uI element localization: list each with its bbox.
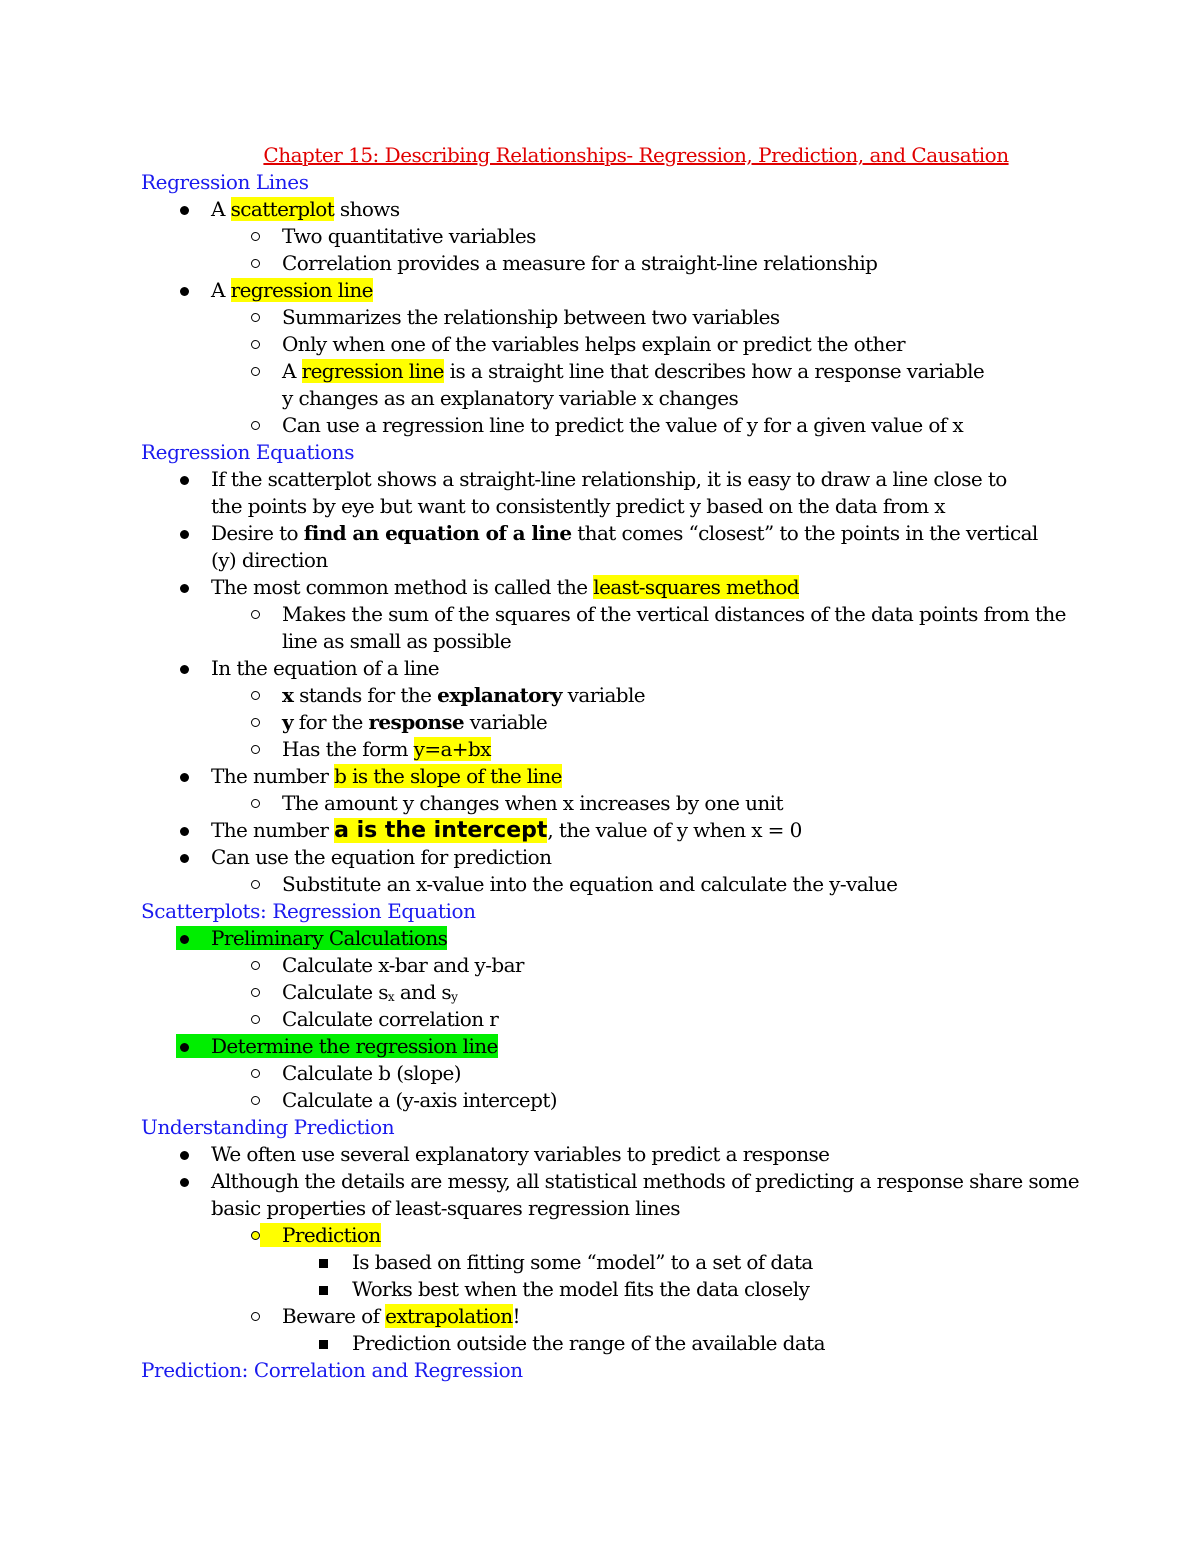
circle-bullet-icon — [251, 799, 260, 808]
scatterplots-list — [141, 925, 1151, 1114]
bullet-icon — [180, 773, 189, 782]
heading-regression-equations: Regression Equations — [141, 440, 355, 464]
list-item: Makes the sum of the squares of the vertical distances of the data points from the line as small as possible — [141, 601, 1151, 655]
list-item: Calculate a (y-axis intercept) — [141, 1087, 1151, 1114]
circle-bullet-icon — [251, 1096, 260, 1105]
list-item: We often use several explanatory variables to predict a response — [141, 1141, 1151, 1168]
highlight: scatterplot — [230, 197, 335, 221]
list-item: Although the details are messy, all statistical methods of predicting a response share some basic properties of least-squares regression lines — [141, 1168, 1151, 1222]
highlight: Determine the regression line — [176, 1034, 498, 1058]
list-item: Two quantitative variables — [141, 223, 1151, 250]
bullet-icon — [180, 530, 189, 539]
highlight: Preliminary Calculations — [176, 926, 447, 950]
circle-bullet-icon — [251, 1015, 260, 1024]
list-item: A regression line — [141, 277, 1151, 304]
list-item: The most common method is called the least-squares method — [141, 574, 1151, 601]
chapter-title: Chapter 15: Describing Relationships- Regression, Prediction, and Causation — [263, 143, 1009, 167]
regression-equations-list — [141, 466, 1151, 898]
list-item — [141, 1033, 1151, 1060]
bullet-icon — [180, 206, 189, 215]
list-item: A scatterplot shows — [141, 196, 1151, 223]
heading-understanding-prediction: Understanding Prediction — [141, 1115, 395, 1139]
notes-content — [141, 142, 1151, 1384]
bullet-icon — [180, 665, 189, 674]
list-item: Is based on fitting some “model” to a set of data — [141, 1249, 1151, 1276]
square-bullet-icon — [319, 1259, 328, 1268]
circle-bullet-icon — [251, 313, 260, 322]
bullet-icon — [180, 1043, 189, 1052]
bullet-icon — [180, 827, 189, 836]
heading-prediction-correlation: Prediction: Correlation and Regression — [141, 1358, 523, 1382]
regression-lines-list — [141, 196, 1151, 439]
list-item: Correlation provides a measure for a straight-line relationship — [141, 250, 1151, 277]
circle-bullet-icon — [251, 1069, 260, 1078]
circle-bullet-icon — [251, 1231, 260, 1240]
circle-bullet-icon — [251, 745, 260, 754]
list-item: A regression line is a straight line that describes how a response variable y changes as an explanatory variable x changes — [141, 358, 1151, 412]
list-item: Prediction outside the range of the available data — [141, 1330, 1151, 1357]
circle-bullet-icon — [251, 880, 260, 889]
list-item: Works best when the model fits the data closely — [141, 1276, 1151, 1303]
circle-bullet-icon — [251, 1312, 260, 1321]
highlight: Prediction — [260, 1223, 381, 1247]
list-item: Can use the equation for prediction — [141, 844, 1151, 871]
heading-scatterplots: Scatterplots: Regression Equation — [141, 899, 476, 923]
list-item: Summarizes the relationship between two variables — [141, 304, 1151, 331]
heading-regression-lines: Regression Lines — [141, 170, 309, 194]
bullet-icon — [180, 1151, 189, 1160]
circle-bullet-icon — [251, 340, 260, 349]
understanding-list — [141, 1141, 1151, 1357]
bullet-icon — [180, 287, 189, 296]
circle-bullet-icon — [251, 610, 260, 619]
list-item: If the scatterplot shows a straight-line relationship, it is easy to draw a line close to the points by eye but want to consistently predict y based on the data from x — [141, 466, 1151, 520]
bullet-icon — [180, 935, 189, 944]
highlight: regression line — [230, 278, 373, 302]
bullet-icon — [180, 854, 189, 863]
list-item: Desire to find an equation of a line that comes “closest” to the points in the vertical (y) direction — [141, 520, 1151, 574]
list-item: Beware of extrapolation! — [141, 1303, 1151, 1330]
circle-bullet-icon — [251, 718, 260, 727]
highlight: y=a+bx — [413, 737, 491, 761]
highlight: b is the slope of the line — [334, 764, 562, 788]
highlight: regression line — [301, 359, 444, 383]
square-bullet-icon — [319, 1286, 328, 1295]
list-item: Calculate x-bar and y-bar — [141, 952, 1151, 979]
list-item: Calculate b (slope) — [141, 1060, 1151, 1087]
highlight: least-squares method — [593, 575, 799, 599]
list-item: Has the form y=a+bx — [141, 736, 1151, 763]
list-item: y for the response variable — [141, 709, 1151, 736]
list-item: Calculate $s_x$ and $s_y$ — [141, 979, 1151, 1006]
list-item: Can use a regression line to predict the value of y for a given value of x — [141, 412, 1151, 439]
list-item: In the equation of a line — [141, 655, 1151, 682]
circle-bullet-icon — [251, 232, 260, 241]
bullet-icon — [180, 476, 189, 485]
list-item — [141, 1222, 1151, 1249]
list-item: Calculate correlation r — [141, 1006, 1151, 1033]
list-item: x stands for the explanatory variable — [141, 682, 1151, 709]
bullet-icon — [180, 1178, 189, 1187]
list-item: Only when one of the variables helps explain or predict the other — [141, 331, 1151, 358]
circle-bullet-icon — [251, 259, 260, 268]
bullet-icon — [180, 584, 189, 593]
circle-bullet-icon — [251, 367, 260, 376]
list-item: The number a is the intercept, the value of y when x = 0 — [141, 817, 1151, 844]
square-bullet-icon — [319, 1340, 328, 1349]
list-item: Substitute an x-value into the equation and calculate the y-value — [141, 871, 1151, 898]
list-item — [141, 925, 1151, 952]
circle-bullet-icon — [251, 421, 260, 430]
highlight: a is the intercept — [334, 818, 548, 843]
highlight: extrapolation — [385, 1304, 513, 1328]
circle-bullet-icon — [251, 961, 260, 970]
list-item: The number b is the slope of the line — [141, 763, 1151, 790]
list-item: The amount y changes when x increases by one unit — [141, 790, 1151, 817]
circle-bullet-icon — [251, 988, 260, 997]
circle-bullet-icon — [251, 691, 260, 700]
